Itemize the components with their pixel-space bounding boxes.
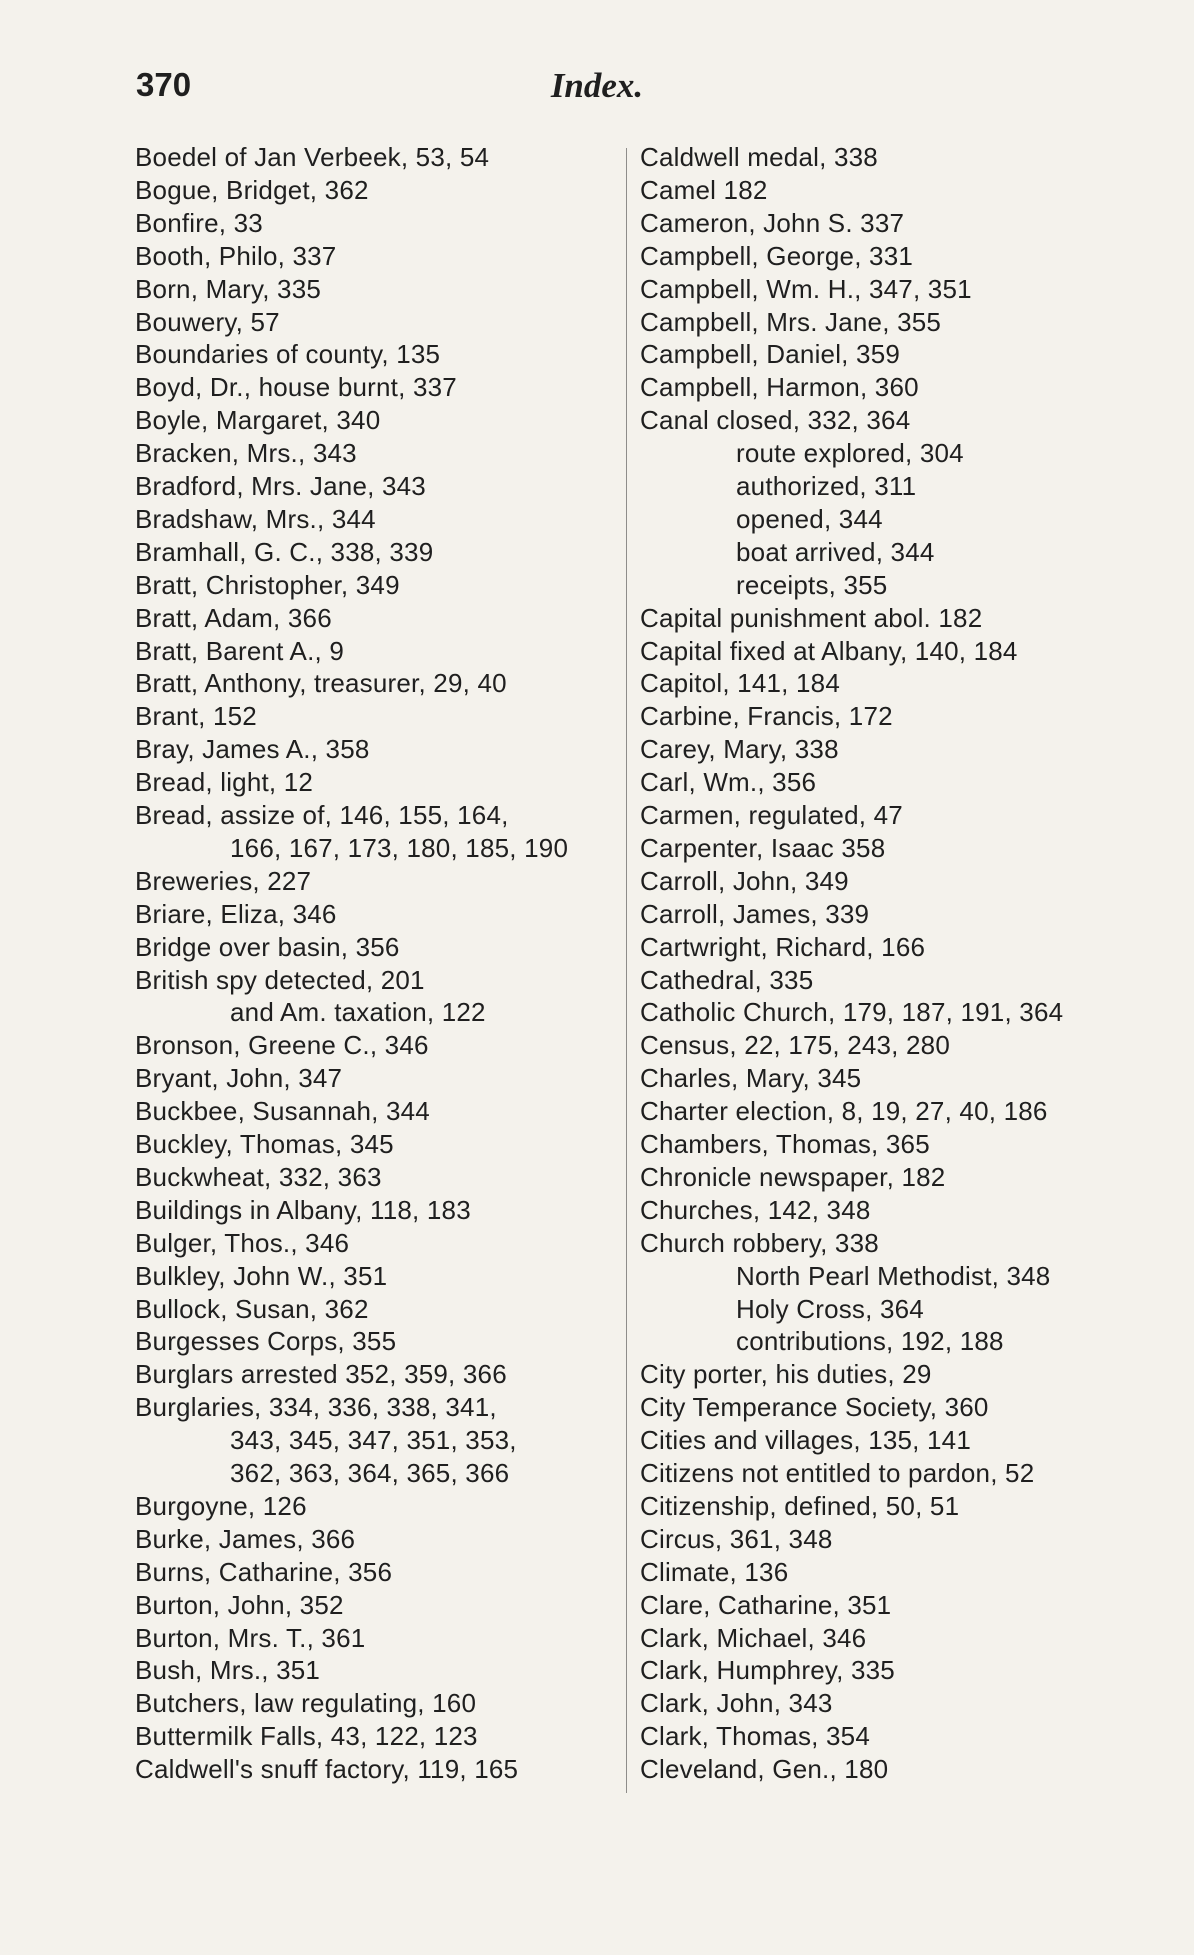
index-entry: Capital fixed at Albany, 140, 184 xyxy=(640,635,1018,666)
index-subentry: route explored, 304 xyxy=(736,438,964,469)
index-entry: Campbell, Daniel, 359 xyxy=(640,339,901,370)
index-entry: Buckley, Thomas, 345 xyxy=(135,1129,394,1159)
index-entry: Bratt, Adam, 366 xyxy=(135,602,332,633)
index-entry: Burke, James, 366 xyxy=(135,1523,356,1554)
index-entry: Carpenter, Isaac 358 xyxy=(640,832,886,863)
page-header xyxy=(0,66,1194,114)
index-entry: Boundaries of county, 135 xyxy=(135,339,441,370)
index-entry: Cathedral, 335 xyxy=(640,964,814,995)
index-entry: Buckbee, Susannah, 344 xyxy=(135,1096,430,1127)
index-entry: Burglaries, 334, 336, 338, 341, xyxy=(135,1392,497,1423)
index-entry: Charles, Mary, 345 xyxy=(640,1063,862,1094)
page-title: Index. xyxy=(550,66,644,105)
index-entry: Chambers, Thomas, 365 xyxy=(640,1129,930,1159)
index-entry: Bread, assize of, 146, 155, 164, xyxy=(135,800,509,830)
column-divider xyxy=(626,148,627,1793)
index-entry: Bradshaw, Mrs., 344 xyxy=(135,503,376,534)
index-entry: Burton, John, 352 xyxy=(135,1589,344,1620)
index-entry: Cities and villages, 135, 141 xyxy=(640,1425,972,1456)
index-entry: Burgesses Corps, 355 xyxy=(135,1326,397,1357)
index-entry: Clark, Thomas, 354 xyxy=(640,1721,870,1752)
index-entry: Clark, Humphrey, 335 xyxy=(640,1655,895,1686)
index-entry: Bush, Mrs., 351 xyxy=(135,1655,321,1686)
index-entry: Circus, 361, 348 xyxy=(640,1523,833,1554)
page-number: 370 xyxy=(136,66,192,103)
index-subentry: 362, 363, 364, 365, 366 xyxy=(230,1458,510,1488)
index-entry: Churches, 142, 348 xyxy=(640,1194,871,1225)
index-entry: Bratt, Anthony, treasurer, 29, 40 xyxy=(135,668,507,699)
index-subentry: opened, 344 xyxy=(736,503,883,534)
index-entry: Canal closed, 332, 364 xyxy=(640,405,911,436)
index-entry: Carbine, Francis, 172 xyxy=(640,701,893,732)
index-subentry: Holy Cross, 364 xyxy=(736,1293,924,1324)
index-entry: Burns, Catharine, 356 xyxy=(135,1556,393,1587)
index-entry: Clare, Catharine, 351 xyxy=(640,1589,892,1620)
index-entry: Burton, Mrs. T., 361 xyxy=(135,1622,366,1653)
index-subentry: receipts, 355 xyxy=(736,569,888,600)
index-subentry: contributions, 192, 188 xyxy=(736,1326,1004,1357)
index-entry: Bogue, Bridget, 362 xyxy=(135,174,369,205)
index-entry: Catholic Church, 179, 187, 191, 364 xyxy=(640,997,1064,1028)
index-entry: Campbell, Harmon, 360 xyxy=(640,372,919,403)
index-entry: Carroll, James, 339 xyxy=(640,898,870,929)
index-subentry: authorized, 311 xyxy=(736,471,917,501)
index-entry: Butchers, law regulating, 160 xyxy=(135,1688,477,1719)
index-entry: Caldwell medal, 338 xyxy=(640,142,878,172)
index-subentry: North Pearl Methodist, 348 xyxy=(736,1260,1051,1291)
index-entry: Citizens not entitled to pardon, 52 xyxy=(640,1458,1035,1488)
index-entry: Booth, Philo, 337 xyxy=(135,240,337,271)
index-entry: Capitol, 141, 184 xyxy=(640,668,840,699)
index-entry: Bullock, Susan, 362 xyxy=(135,1293,369,1324)
index-entry: Caldwell's snuff factory, 119, 165 xyxy=(135,1754,519,1785)
index-entry: City porter, his duties, 29 xyxy=(640,1359,932,1390)
index-subentry: and Am. taxation, 122 xyxy=(230,997,486,1028)
index-entry: Buttermilk Falls, 43, 122, 123 xyxy=(135,1721,478,1752)
index-entry: Brant, 152 xyxy=(135,701,257,732)
index-entry: Clark, Michael, 346 xyxy=(640,1622,867,1653)
index-entry: Bonfire, 33 xyxy=(135,207,263,238)
index-entry: Capital punishment abol. 182 xyxy=(640,602,983,633)
index-entry: Citizenship, defined, 50, 51 xyxy=(640,1490,960,1521)
index-entry: Climate, 136 xyxy=(640,1556,789,1587)
index-entry: Camel 182 xyxy=(640,174,768,205)
index-entry: Bramhall, G. C., 338, 339 xyxy=(135,536,434,567)
index-entry: Carmen, regulated, 47 xyxy=(640,800,903,830)
index-entry: Boyle, Margaret, 340 xyxy=(135,405,381,436)
index-entry: Census, 22, 175, 243, 280 xyxy=(640,1030,951,1061)
index-entry: Cartwright, Richard, 166 xyxy=(640,931,926,962)
index-entry: Bronson, Greene C., 346 xyxy=(135,1030,429,1061)
index-entry: Boyd, Dr., house burnt, 337 xyxy=(135,372,457,403)
index-subentry: 166, 167, 173, 180, 185, 190 xyxy=(230,832,569,863)
index-entry: Burglars arrested 352, 359, 366 xyxy=(135,1359,507,1390)
index-entry: Campbell, Mrs. Jane, 355 xyxy=(640,306,942,337)
index-subentry: boat arrived, 344 xyxy=(736,536,935,567)
index-entry: Church robbery, 338 xyxy=(640,1227,879,1258)
index-entry: Carl, Wm., 356 xyxy=(640,767,817,798)
index-entry: Breweries, 227 xyxy=(135,865,312,896)
index-entry: Charter election, 8, 19, 27, 40, 186 xyxy=(640,1096,1048,1127)
index-entry: Carroll, John, 349 xyxy=(640,865,849,896)
index-entry: Briare, Eliza, 346 xyxy=(135,898,337,929)
index-entry: Bulkley, John W., 351 xyxy=(135,1260,388,1291)
index-entry: British spy detected, 201 xyxy=(135,964,425,995)
index-entry: Buckwheat, 332, 363 xyxy=(135,1161,382,1192)
index-entry: Campbell, George, 331 xyxy=(640,240,914,271)
index-entry: Bracken, Mrs., 343 xyxy=(135,438,357,469)
index-entry: Bray, James A., 358 xyxy=(135,734,370,765)
index-entry: Cleveland, Gen., 180 xyxy=(640,1754,889,1785)
index-entry: Bread, light, 12 xyxy=(135,767,314,798)
index-entry: Buildings in Albany, 118, 183 xyxy=(135,1194,471,1225)
index-entry: City Temperance Society, 360 xyxy=(640,1392,989,1423)
index-entry: Bratt, Barent A., 9 xyxy=(135,635,345,666)
index-entry: Campbell, Wm. H., 347, 351 xyxy=(640,273,972,304)
index-entry: Carey, Mary, 338 xyxy=(640,734,839,765)
index-entry: Born, Mary, 335 xyxy=(135,273,322,304)
index-entry: Bratt, Christopher, 349 xyxy=(135,569,400,600)
index-entry: Bulger, Thos., 346 xyxy=(135,1227,350,1258)
index-entry: Boedel of Jan Verbeek, 53, 54 xyxy=(135,142,490,172)
index-entry: Bouwery, 57 xyxy=(135,306,280,337)
index-entry: Cameron, John S. 337 xyxy=(640,207,905,238)
index-entry: Bryant, John, 347 xyxy=(135,1063,343,1094)
index-subentry: 343, 345, 347, 351, 353, xyxy=(230,1425,517,1456)
index-entry: Clark, John, 343 xyxy=(640,1688,833,1719)
index-entry: Bridge over basin, 356 xyxy=(135,931,400,962)
index-entry: Bradford, Mrs. Jane, 343 xyxy=(135,471,426,501)
index-entry: Chronicle newspaper, 182 xyxy=(640,1161,946,1192)
index-entry: Burgoyne, 126 xyxy=(135,1490,307,1521)
